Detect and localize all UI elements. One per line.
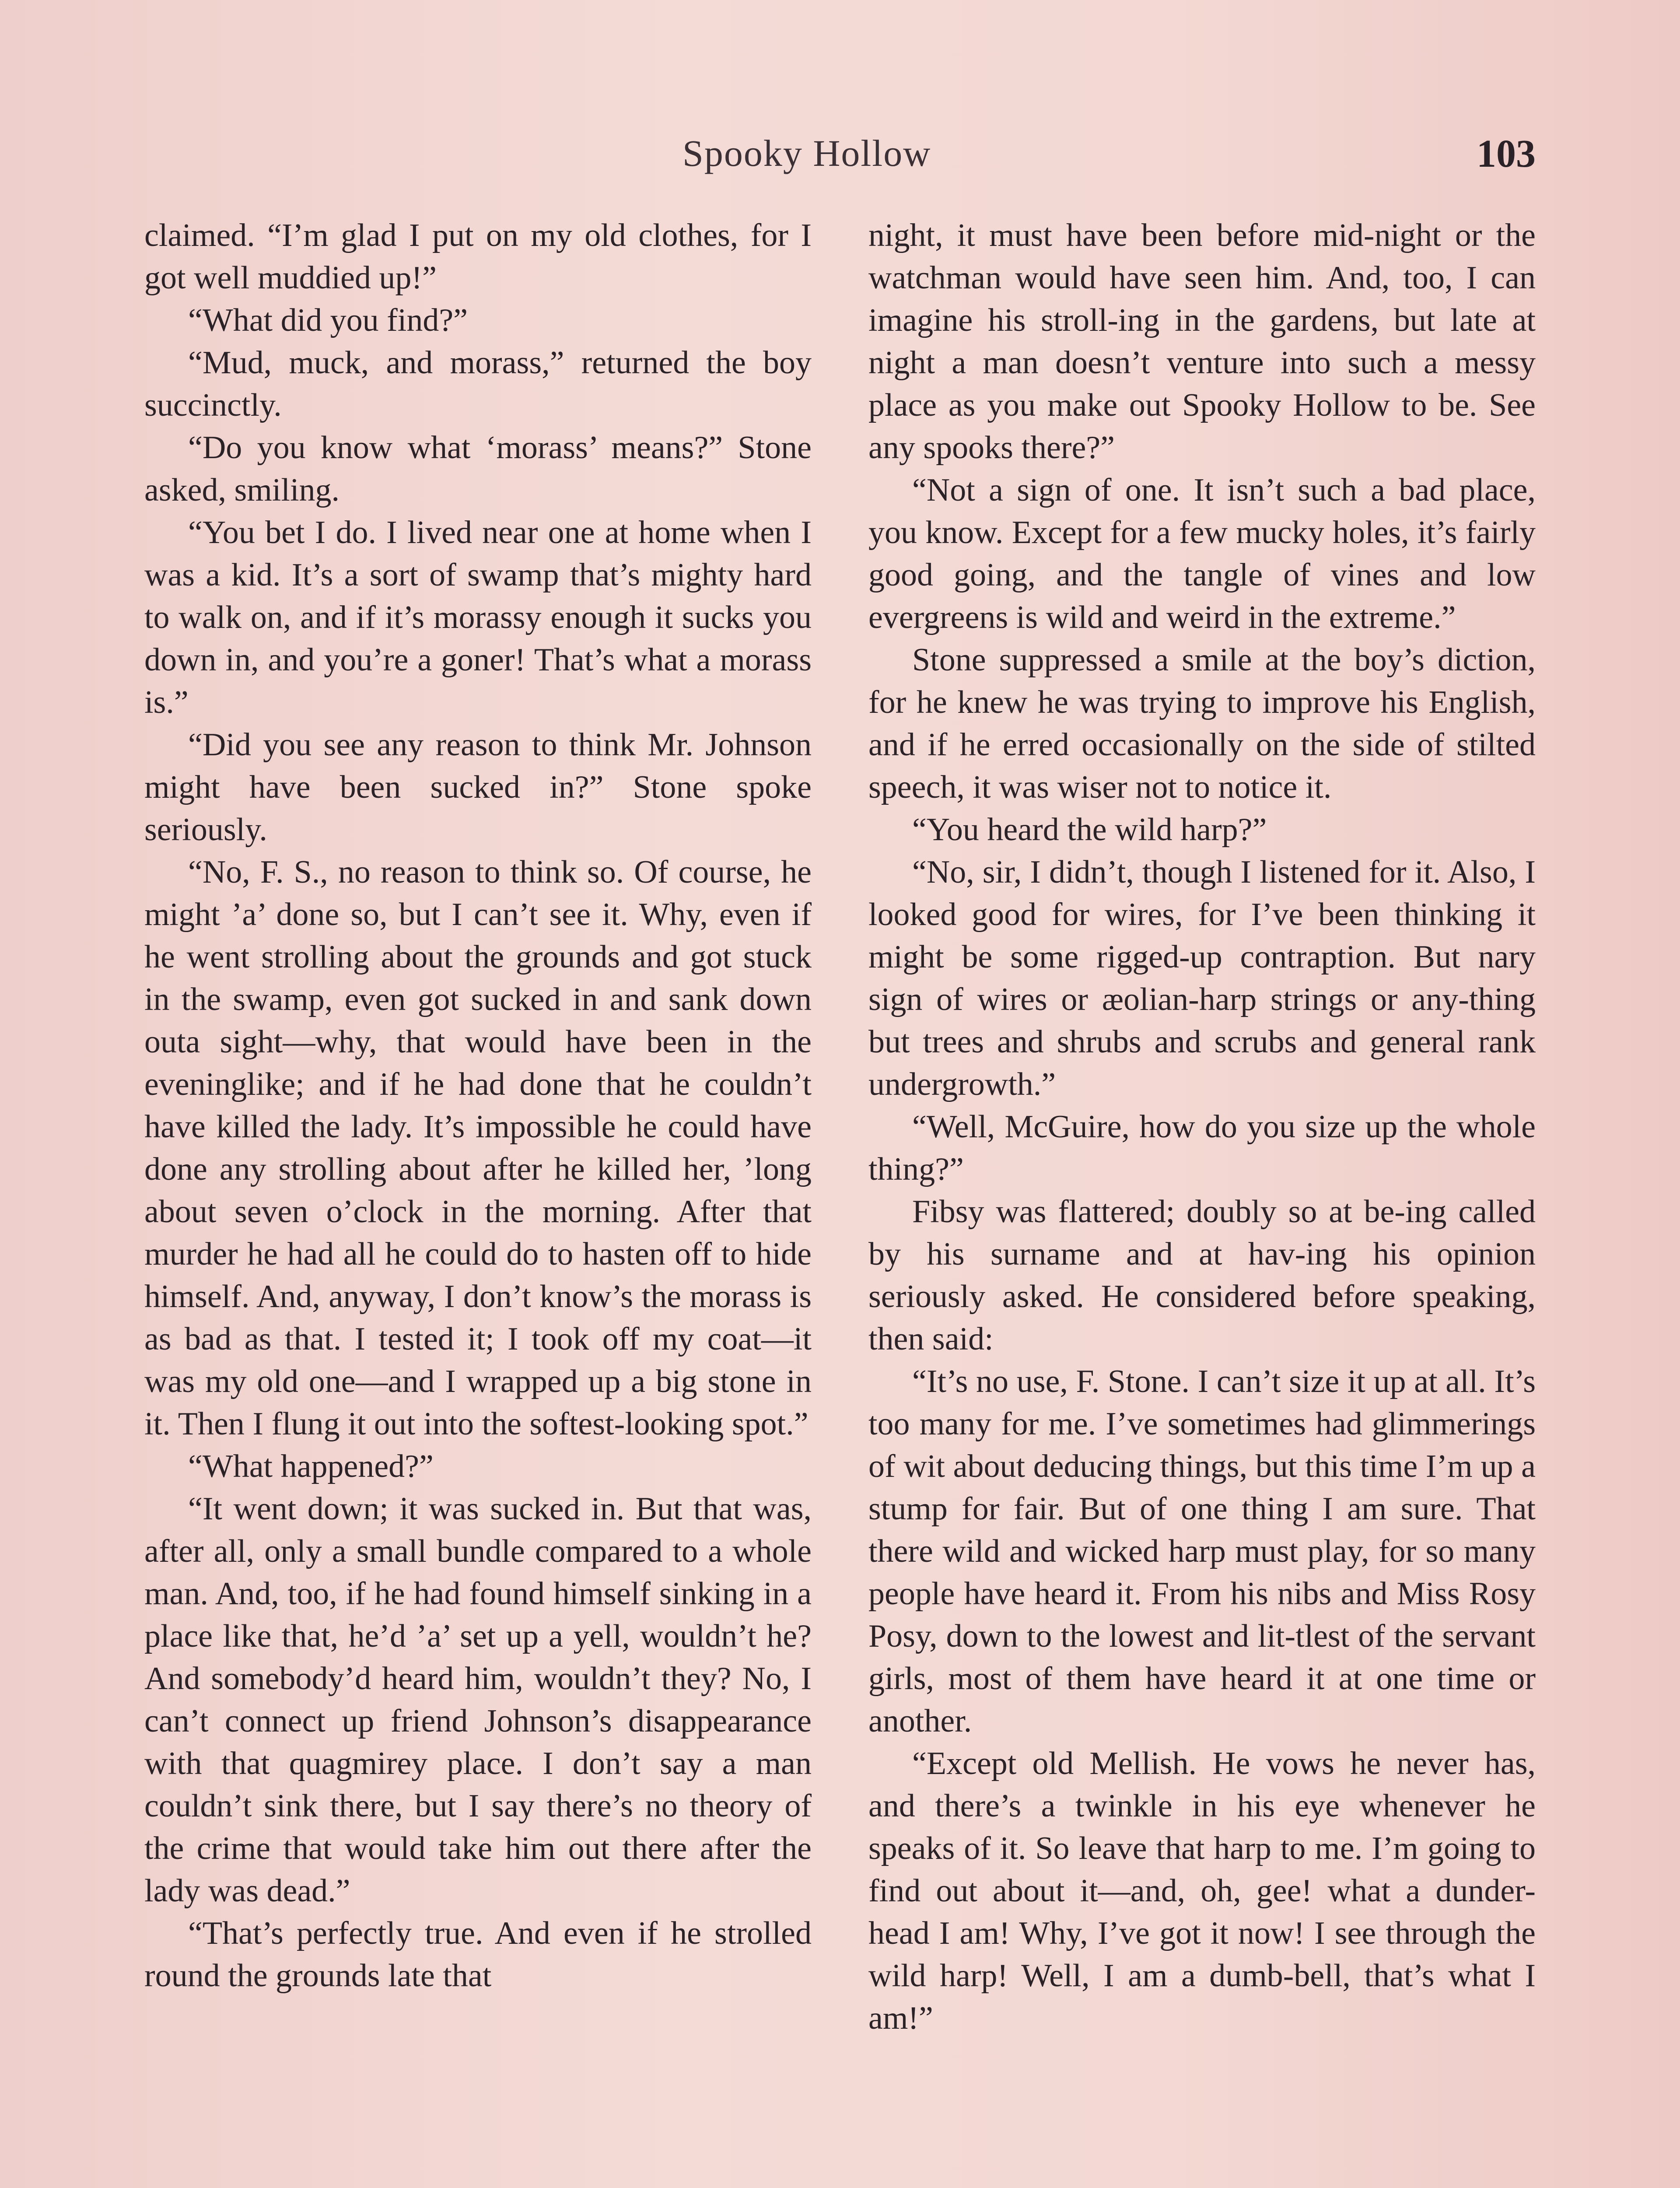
- paragraph: night, it must have been before mid-night or the watchman would have seen him. And, too, I can imagine his stroll-ing in the gardens, but late at night a man doesn’t venture into such a messy place as you make out Spooky Hollow to be. See any spooks there?”: [868, 217, 1536, 466]
- page-header: [144, 131, 1536, 193]
- paragraph: “No, sir, I didn’t, though I listened for it. Also, I looked good for wires, for I’ve been thinking it might be some rigged-up contraption. But nary sign of wires or æolian-harp strings or any-thing but trees and shrubs and scrubs and general rank undergrowth.”: [868, 854, 1536, 1102]
- paragraph: “You heard the wild harp?”: [912, 812, 1267, 848]
- paragraph: claimed. “I’m glad I put on my old clothes, for I got well muddied up!”: [144, 217, 812, 296]
- paragraph: “Except old Mellish. He vows he never has, and there’s a twinkle in his eye whenever he speaks of it. So leave that harp to me. I’m going to find out about it—and, oh, gee! what a dunder-head I am! Why, I’ve got it now! I see through the wild harp! Well, I am a dumb-bell, that’s what I am!”: [868, 1746, 1536, 2036]
- paragraph: “What happened?”: [188, 1448, 434, 1484]
- paragraph: “What did you find?”: [188, 302, 468, 338]
- paragraph: “Mud, muck, and morass,” returned the boy succinctly.: [144, 345, 812, 423]
- paragraph: “That’s perfectly true. And even if he strolled round the grounds late that: [144, 1915, 812, 1994]
- left-column: [144, 214, 812, 2188]
- paragraph: “No, F. S., no reason to think so. Of course, he might ’a’ done so, but I can’t see it. Why, even if he went strolling about the grounds and got stuck in the swamp, even got sucked in and sank down outa sight—why, that would have been in the eveninglike; and if he had done that he couldn’t have killed the lady. It’s impossible he could have done any strolling about after he killed her, ’long about seven o’clock in the morning. After that murder he had all he could do to hasten off to hide himself. And, anyway, I don’t know’s the morass is as bad as that. I tested it; I took off my coat—it was my old one—and I wrapped up a big stone in it. Then I flung it out into the softest-looking spot.”: [144, 854, 812, 1442]
- running-head: Spooky Hollow: [682, 132, 931, 174]
- paragraph: “Well, McGuire, how do you size up the whole thing?”: [868, 1109, 1536, 1187]
- text-columns: [144, 214, 1536, 2188]
- paragraph: “Not a sign of one. It isn’t such a bad place, you know. Except for a few mucky holes, it’s fairly good going, and the tangle of vines and low evergreens is wild and weird in the extreme.”: [868, 472, 1536, 635]
- page-number: 103: [1477, 132, 1536, 175]
- paragraph: “Did you see any reason to think Mr. Johnson might have been sucked in?” Stone spoke seriously.: [144, 727, 812, 848]
- right-column: [868, 214, 1536, 2188]
- paragraph: “It’s no use, F. Stone. I can’t size it up at all. It’s too many for me. I’ve sometimes had glimmerings of wit about deducing things, but this time I’m up a stump for fair. But of one thing I am sure. That there wild and wicked harp must play, for so many people have heard it. From his nibs and Miss Rosy Posy, down to the lowest and lit-tlest of the servant girls, most of them have heard it at one time or another.: [868, 1364, 1536, 1739]
- paragraph: Fibsy was flattered; doubly so at be-ing called by his surname and at hav-ing his opinion seriously asked. He considered before speaking, then said:: [868, 1194, 1536, 1357]
- paragraph: “You bet I do. I lived near one at home when I was a kid. It’s a sort of swamp that’s mighty hard to walk on, and if it’s morassy enough it sucks you down in, and you’re a goner! That’s what a morass is.”: [144, 515, 812, 720]
- paragraph: “It went down; it was sucked in. But that was, after all, only a small bundle compared to a whole man. And, too, if he had found himself sinking in a place like that, he’d ’a’ set up a yell, wouldn’t he? And somebody’d heard him, wouldn’t they? No, I can’t connect up friend Johnson’s disappearance with that quagmirey place. I don’t say a man couldn’t sink there, but I say there’s no theory of the crime that would take him out there after the lady was dead.”: [144, 1491, 812, 1909]
- paragraph: Stone suppressed a smile at the boy’s diction, for he knew he was trying to improve his English, and if he erred occasionally on the side of stilted speech, it was wiser not to notice it.: [868, 642, 1536, 805]
- paragraph: “Do you know what ‘morass’ means?” Stone asked, smiling.: [144, 430, 812, 508]
